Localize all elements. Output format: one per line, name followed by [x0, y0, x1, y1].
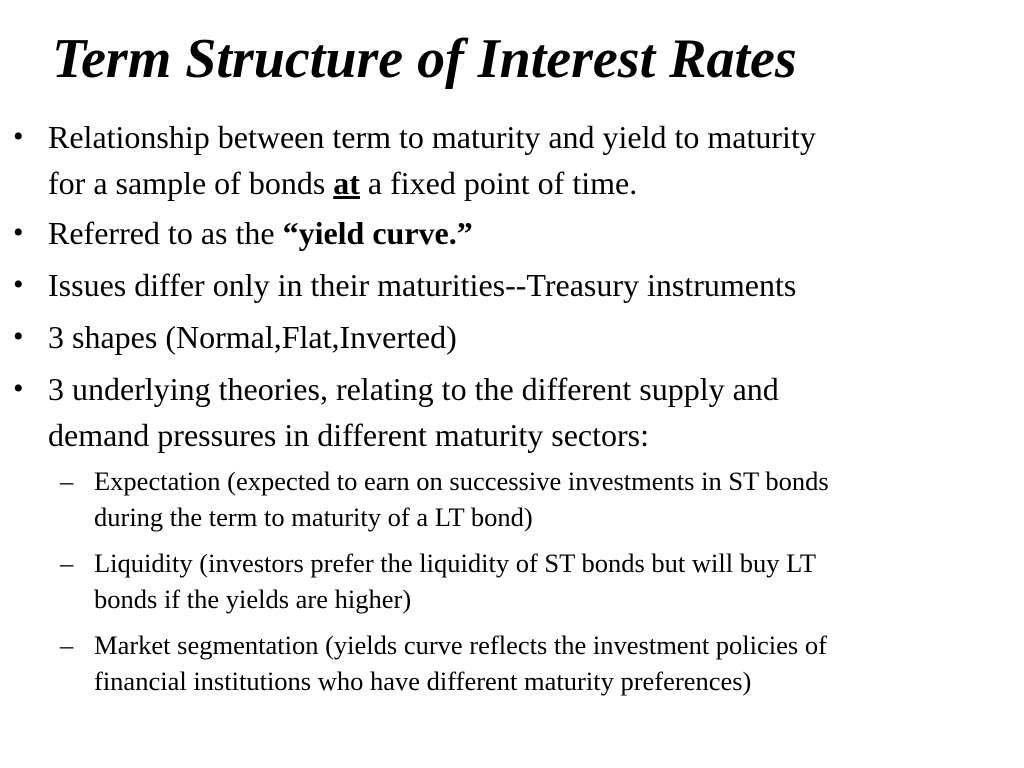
emphasis-yield-curve: “yield curve.”	[282, 215, 473, 251]
sub-bullet-marker: –	[60, 466, 74, 496]
bullet-relationship	[13, 114, 988, 206]
bullet-three-theories	[13, 366, 988, 458]
bullet-text-line: Relationship between term to maturity and yield to maturity	[48, 119, 816, 155]
bullet-marker: •	[13, 372, 24, 405]
bullet-text-segment: for a sample of bonds	[48, 165, 334, 201]
bullet-text-segment: a fixed point of time.	[359, 165, 638, 201]
sub-bullet-text-line: Market segmentation (yields curve reflects the investment policies of	[94, 630, 827, 660]
bullet-text-line	[48, 160, 988, 206]
sub-bullet-liquidity	[60, 545, 1024, 617]
sub-bullet-text-line: Expectation (expected to earn on successive investments in ST bonds	[94, 466, 829, 496]
sub-bullet-text-line: financial institutions who have different maturity preferences)	[94, 666, 752, 696]
bullet-issues-differ	[13, 262, 988, 308]
bullet-marker: •	[13, 216, 24, 249]
sub-bullet-expectation	[60, 463, 1024, 535]
bullet-text-line: Issues differ only in their maturities--Treasury instruments	[48, 267, 797, 303]
bullet-text-line	[48, 210, 988, 256]
sub-bullet-text-line: during the term to maturity of a LT bond)	[94, 502, 533, 532]
emphasis-at: at	[333, 165, 360, 201]
bullet-three-shapes	[13, 314, 988, 360]
sub-bullet-text-line: bonds if the yields are higher)	[94, 584, 412, 614]
bullet-text-segment: Referred to as the	[48, 215, 283, 251]
sub-bullet-text-line: Liquidity (investors prefer the liquidity of ST bonds but will buy LT	[94, 548, 817, 578]
bullet-text-line: demand pressures in different maturity sectors:	[48, 417, 650, 453]
bullet-yield-curve	[13, 210, 988, 256]
bullet-marker: •	[13, 320, 24, 353]
bullet-text-line: 3 shapes (Normal,Flat,Inverted)	[48, 319, 457, 355]
slide-title: Term Structure of Interest Rates	[52, 28, 797, 90]
sub-bullet-market-segmentation	[60, 627, 1024, 699]
bullet-marker: •	[13, 268, 24, 301]
bullet-marker: •	[13, 120, 24, 153]
bullet-text-line: 3 underlying theories, relating to the different supply and	[48, 371, 779, 407]
sub-bullet-marker: –	[60, 630, 74, 660]
sub-bullet-marker: –	[60, 548, 74, 578]
